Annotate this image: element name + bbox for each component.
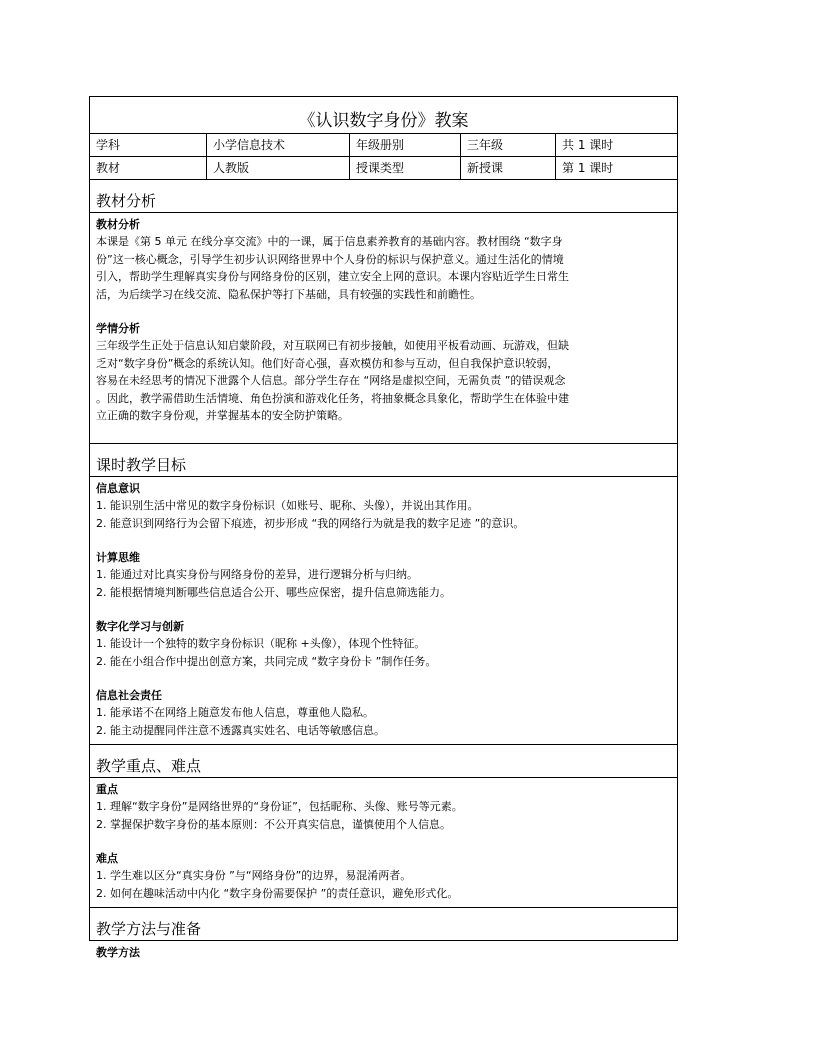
list-item: 1. 能承诺不在网络上随意发布他人信息，尊重他人隐私。 [96, 706, 374, 719]
title-row [90, 97, 677, 134]
info-cell: 学科 [90, 134, 207, 157]
info-cell: 教材 [90, 157, 207, 180]
info-cell: 第 1 课时 [556, 157, 677, 180]
section-heading-keypoints: 教学重点、难点 [90, 745, 677, 778]
list-item: 2. 如何在趣味活动中内化 “数字身份需要保护 ”的责任意识，避免形式化。 [96, 886, 459, 900]
list-item: 2. 能根据情境判断哪些信息适合公开、哪些应保密，提升信息筛选能力。 [96, 585, 451, 599]
section-body-keypoints [90, 778, 677, 908]
subheading-analysis: 教材分析 [96, 218, 140, 231]
paragraph-line: 乏对“数字身份”概念的系统认知。他们好奇心强，喜欢模仿和参与互动，但自我保护意识较弱， [96, 356, 559, 370]
subheading-focus: 重点 [96, 783, 118, 796]
info-cell: 人教版 [207, 157, 350, 180]
paragraph-line: 活，为后续学习在线交流、隐私保护等打下基础，具有较强的实践性和前瞻性。 [96, 287, 481, 301]
info-cell: 年级册别 [350, 134, 461, 157]
section-heading-objectives: 课时教学目标 [90, 444, 677, 477]
list-item: 1. 能设计一个独特的数字身份标识（昵称 +头像），体现个性特征。 [96, 637, 426, 650]
subheading-method: 教学方法 [96, 946, 140, 959]
subheading-difficulty: 难点 [96, 852, 118, 865]
list-item: 1. 理解“数字身份”是网络世界的“身份证”，包括昵称、头像、账号等元素。 [96, 800, 463, 813]
paragraph-line: 三年级学生正处于信息认知启蒙阶段，对互联网已有初步接触，如使用平板看动画、玩游戏，但缺 [96, 339, 569, 352]
list-item: 2. 能主动提醒同伴注意不透露真实姓名、电话等敏感信息。 [96, 723, 385, 737]
section-body-textbook [90, 213, 677, 444]
section-heading-textbook: 教材分析 [90, 180, 677, 213]
info-cell: 小学信息技术 [207, 134, 350, 157]
document-title: 《认识数字身份》教案 [298, 111, 469, 131]
subheading-objective: 计算思维 [96, 551, 140, 564]
info-cell: 授课类型 [350, 157, 461, 180]
paragraph-line: 容易在未经思考的情况下泄露个人信息。部分学生存在 “网络是虚拟空间，无需负责 ”的错误观念 [96, 374, 566, 387]
info-table [90, 134, 677, 180]
list-item: 2. 掌握保护数字身份的基本原则：不公开真实信息，谨慎使用个人信息。 [96, 817, 451, 831]
paragraph-line: 份”这一核心概念，引导学生初步认识网络世界中个人身份的标识与保护意义。通过生活化的情境 [96, 252, 564, 266]
section-body-objectives [90, 477, 677, 745]
list-item: 1. 学生难以区分“真实身份 ”与“网络身份”的边界，易混淆两者。 [96, 869, 412, 882]
subheading-objective: 数字化学习与创新 [96, 620, 184, 633]
subheading-students: 学情分析 [96, 322, 140, 335]
lesson-plan-table [89, 96, 678, 959]
paragraph-line: 引入，帮助学生理解真实身份与网络身份的区别，建立安全上网的意识。本课内容贴近学生日常生 [96, 270, 569, 283]
list-item: 1. 能通过对比真实身份与网络身份的差异，进行逻辑分析与归纳。 [96, 568, 418, 581]
subheading-objective: 信息意识 [96, 482, 140, 495]
list-item: 2. 能在小组合作中提出创意方案，共同完成 “数字身份卡 ”制作任务。 [96, 654, 437, 668]
info-cell: 共 1 课时 [556, 134, 677, 157]
info-cell: 三年级 [461, 134, 556, 157]
list-item: 1. 能识别生活中常见的数字身份标识（如账号、昵称、头像），并说出其作用。 [96, 499, 479, 512]
subheading-objective: 信息社会责任 [96, 689, 162, 702]
paragraph-line: 。因此，教学需借助生活情境、角色扮演和游戏化任务，将抽象概念具象化，帮助学生在体验中建 [96, 391, 569, 405]
paragraph-line: 本课是《第 5 单元 在线分享交流》中的一课，属于信息素养教育的基础内容。教材围绕 “数字身 [96, 235, 563, 248]
section-heading-methods: 教学方法与准备 [90, 908, 677, 941]
list-item: 2. 能意识到网络行为会留下痕迹，初步形成 “我的网络行为就是我的数字足迹 ”的意识。 [96, 516, 525, 530]
paragraph-line: 立正确的数字身份观，并掌握基本的安全防护策略。 [96, 409, 349, 422]
info-cell: 新授课 [461, 157, 556, 180]
section-body-methods [90, 941, 677, 961]
